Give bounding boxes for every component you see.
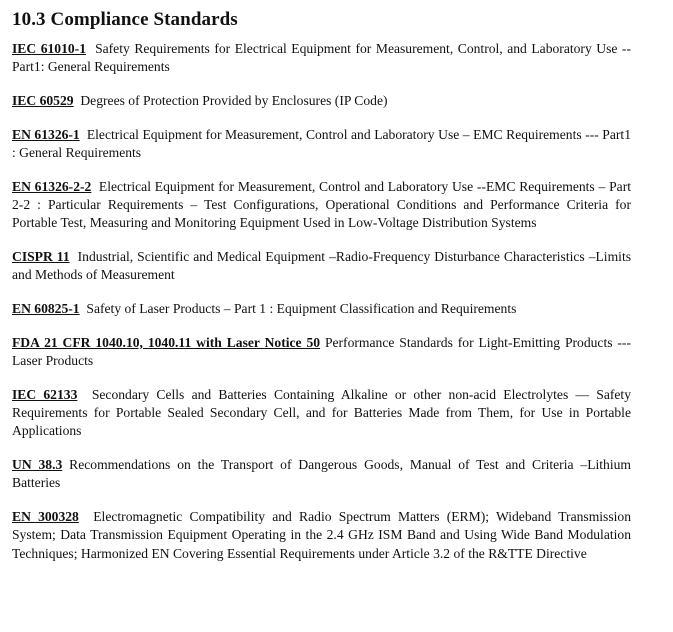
standard-item-en-60825-1 <box>12 300 631 318</box>
standard-item-en-61326-1 <box>12 126 631 163</box>
standard-item-en-300328 <box>12 508 631 563</box>
standard-code: UN 38.3 <box>12 457 63 472</box>
standard-item-cispr-11 <box>12 248 631 285</box>
standard-item-iec-60529 <box>12 92 631 110</box>
standard-description: Recommendations on the Transport of Dangerous Goods, Manual of Test and Criteria –Lithium Batteries <box>12 457 631 491</box>
standard-code: EN 61326-2-2 <box>12 178 92 194</box>
standard-code: IEC 61010-1 <box>12 41 87 56</box>
standard-code: IEC 62133 <box>12 386 78 402</box>
standard-item-iec-61010-1 <box>12 40 631 77</box>
standard-item-en-61326-2-2 <box>12 178 631 233</box>
standard-description: Electrical Equipment for Measurement, Control and Laboratory Use --EMC Requirements – Part 2-2 : Particular Requirements – Test Configurations, Operational Conditions and Performance Criteria for Portable Test, Measuring and Monitoring Equipment Used in Low-Voltage Distribution Systems <box>12 178 631 231</box>
standard-description: Electromagnetic Compatibility and Radio Spectrum Matters (ERM); Wideband Transmission System; Data Transmission Equipment Operating in the 2.4 GHz ISM Band and Using Wide Band Modulation Techniques; Harmonized EN Covering Essential Requirements under Article 3.2 of the R&TTE Directive <box>12 509 631 561</box>
standard-code: EN 300328 <box>12 509 79 524</box>
standard-code: CISPR 11 <box>12 249 70 264</box>
standard-item-iec-62133 <box>12 386 631 441</box>
standard-description: Industrial, Scientific and Medical Equipment –Radio-Frequency Disturbance Characteristics –Limits and Methods of Measurement <box>12 249 632 283</box>
standard-code: FDA 21 CFR 1040.10, 1040.11 with Laser Notice 50 <box>12 334 321 350</box>
standard-code: EN 60825-1 <box>12 301 80 316</box>
standard-item-un-38-3 <box>12 456 631 493</box>
standard-description: Safety Requirements for Electrical Equipment for Measurement, Control, and Laboratory Use -- Part1: General Requirements <box>12 41 631 75</box>
section-title: 10.3 Compliance Standards <box>12 9 238 30</box>
standard-description: Degrees of Protection Provided by Enclosures (IP Code) <box>80 93 388 108</box>
standard-description: Performance Standards for Light-Emitting Products ---Laser Products <box>12 334 631 368</box>
standard-code: EN 61326-1 <box>12 126 80 142</box>
standards-list <box>12 40 631 563</box>
standard-description: Electrical Equipment for Measurement, Control and Laboratory Use – EMC Requirements --- Part1 : General Requirements <box>12 126 632 160</box>
standard-item-fda-21-cfr <box>12 334 631 371</box>
standard-code: IEC 60529 <box>12 93 74 108</box>
standard-description: Safety of Laser Products – Part 1 : Equipment Classification and Requirements <box>86 301 517 316</box>
standard-description: Secondary Cells and Batteries Containing Alkaline or other non-acid Electrolytes — Safety Requirements for Portable Sealed Secondary Cell, and for Batteries Made from Them, for Use in Portable Applications <box>12 386 631 439</box>
